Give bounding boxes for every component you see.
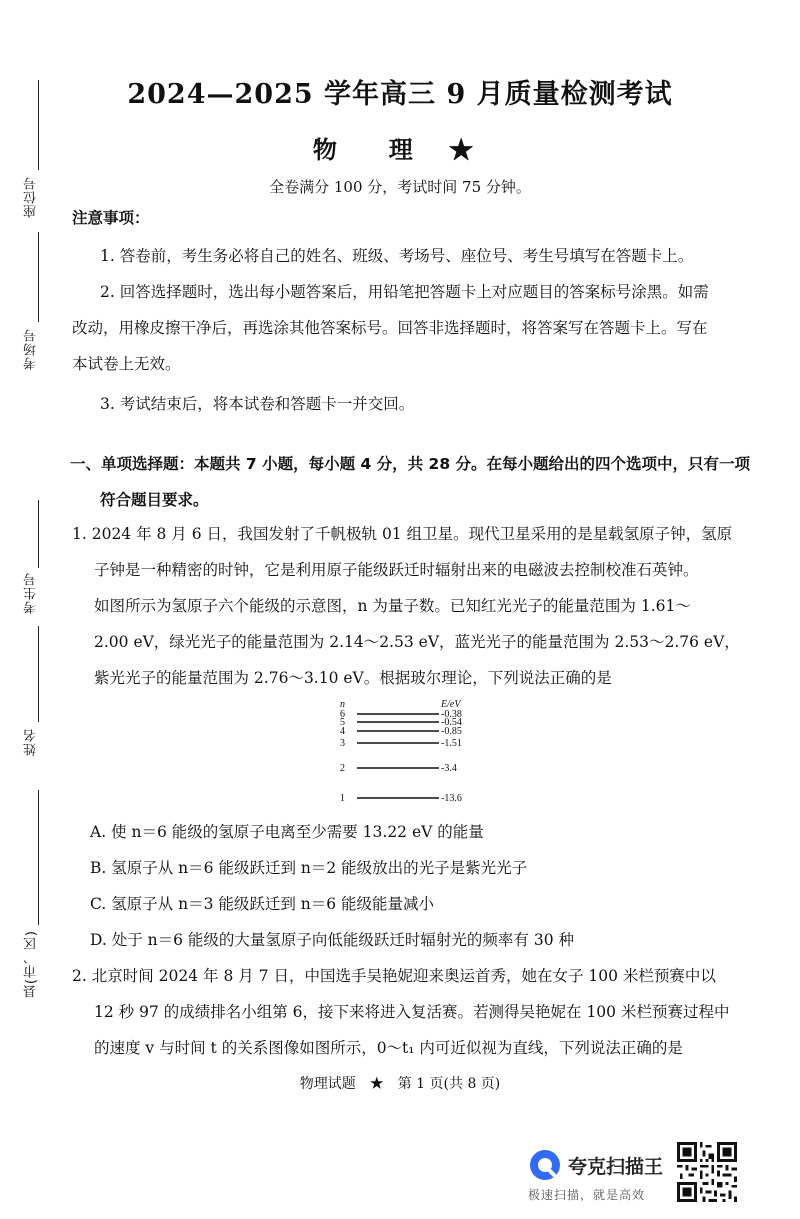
exam-id-line: [38, 500, 39, 568]
note-2a: 2. 回答选择题时，选出每小题答案后，用铅笔把答题卡上对应题目的答案标号涂黑。如需: [100, 283, 709, 301]
level-1-e: -13.6: [441, 793, 462, 804]
room-label: 考场号: [24, 328, 39, 370]
level-4-e: -0.85: [441, 726, 462, 737]
note-1: 1. 答卷前，考生务必将自己的姓名、班级、考场号、座位号、考生号填写在答题卡上。: [100, 247, 694, 265]
q2-line1: 2. 北京时间 2024 年 8 月 7 日，中国选手吴艳妮迎来奥运首秀，她在女子 100 米栏预赛中以: [72, 967, 716, 985]
notes-list: [100, 238, 780, 310]
q1-option-a: A. 使 n＝6 能级的氢原子电离至少需要 13.22 eV 的能量: [90, 823, 484, 841]
exam-id-label: 考生号: [24, 572, 39, 614]
scanner-slogan: 极速扫描，就是高效: [528, 1188, 646, 1202]
name-label: 姓名: [24, 728, 39, 756]
energy-level-diagram: [335, 696, 485, 808]
level-5-e: -0.54: [441, 717, 462, 728]
q1-line3: 如图所示为氢原子六个能级的示意图，n 为量子数。已知红光光子的能量范围为 1.61～: [94, 597, 691, 615]
q1-line2: 子钟是一种精密的时钟，它是利用原子能级跃迁时辐射出来的电磁波去控制校准石英钟。: [94, 561, 699, 579]
notes-block: [72, 204, 772, 232]
q1-options: [90, 814, 790, 958]
level-6-e: -0.38: [441, 709, 462, 720]
level-1-n: 1: [340, 793, 345, 804]
q1-option-b: B. 氢原子从 n＝6 能级跃迁到 n＝2 能级放出的光子是紫光光子: [90, 859, 528, 877]
q2-line2: 12 秒 97 的成绩排名小组第 6，接下来将进入复活赛。若测得吴艳妮在 100 米栏预赛过程中: [94, 1003, 730, 1021]
level-5-n: 5: [340, 717, 345, 728]
room-line: [38, 232, 39, 322]
notes-heading: 注意事项：: [72, 209, 150, 227]
q1-line1: 1. 2024 年 8 月 6 日，我国发射了千帆极轨 01 组卫星。现代卫星采用的是星载氢原子钟，氢原: [72, 525, 733, 543]
subject-title: 物 理 ★: [312, 135, 488, 164]
note-3: 3. 考试结束后，将本试卷和答题卡一并交回。: [100, 395, 415, 413]
q2-line3: 的速度 v 与时间 t 的关系图像如图所示，0～t₁ 内可近似视为直线，下列说法正确的是: [94, 1039, 683, 1057]
question-1: [72, 516, 782, 696]
level-4-n: 4: [340, 726, 345, 737]
section-heading: [70, 446, 790, 518]
page-footer: 物理试题 ★ 第 1 页(共 8 页): [299, 1076, 501, 1092]
notes-cont: [72, 310, 772, 382]
diagram-n-header: n: [340, 699, 345, 710]
level-6-n: 6: [340, 709, 345, 720]
level-2-e: -3.4: [441, 763, 457, 774]
scanner-brand: 夸克扫描王: [568, 1156, 664, 1178]
county-label: 县(市、区): [24, 930, 39, 999]
section-heading-line2: 符合题目要求。: [100, 491, 209, 509]
exam-title: 2024—2025 学年高三 9 月质量检测考试: [127, 79, 673, 110]
name-line: [38, 626, 39, 722]
level-3-e: -1.51: [441, 738, 462, 749]
scanner-watermark: [528, 1146, 668, 1206]
county-line: [38, 790, 39, 925]
scanner-logo-icon: [528, 1148, 562, 1182]
q1-line5: 紫光光子的能量范围为 2.76～3.10 eV。根据玻尔理论，下列说法正确的是: [94, 669, 612, 687]
qr-code-icon: [677, 1142, 737, 1202]
seat-label: 座位号: [24, 176, 39, 218]
note-3-block: [100, 386, 780, 422]
level-2-n: 2: [340, 763, 345, 774]
section-heading-line1: 一、单项选择题：本题共 7 小题，每小题 4 分，共 28 分。在每小题给出的四个选项中，只有一项: [70, 455, 751, 473]
q1-option-d: D. 处于 n＝6 能级的大量氢原子向低能级跃迁时辐射光的频率有 30 种: [90, 931, 575, 949]
q1-option-c: C. 氢原子从 n＝3 能级跃迁到 n＝6 能级能量减小: [90, 895, 435, 913]
exam-info: 全卷满分 100 分，考试时间 75 分钟。: [269, 178, 531, 196]
q1-line4: 2.00 eV，绿光光子的能量范围为 2.14～2.53 eV，蓝光光子的能量范围为 2.53～2.76 eV，: [94, 633, 740, 651]
level-3-n: 3: [340, 738, 345, 749]
note-2b: 改动，用橡皮擦干净后，再选涂其他答案标号。回答非选择题时，将答案写在答题卡上。写在: [72, 319, 708, 337]
note-2c: 本试卷上无效。: [72, 355, 181, 373]
question-2: [72, 958, 784, 1066]
diagram-e-header: E/eV: [441, 699, 461, 710]
